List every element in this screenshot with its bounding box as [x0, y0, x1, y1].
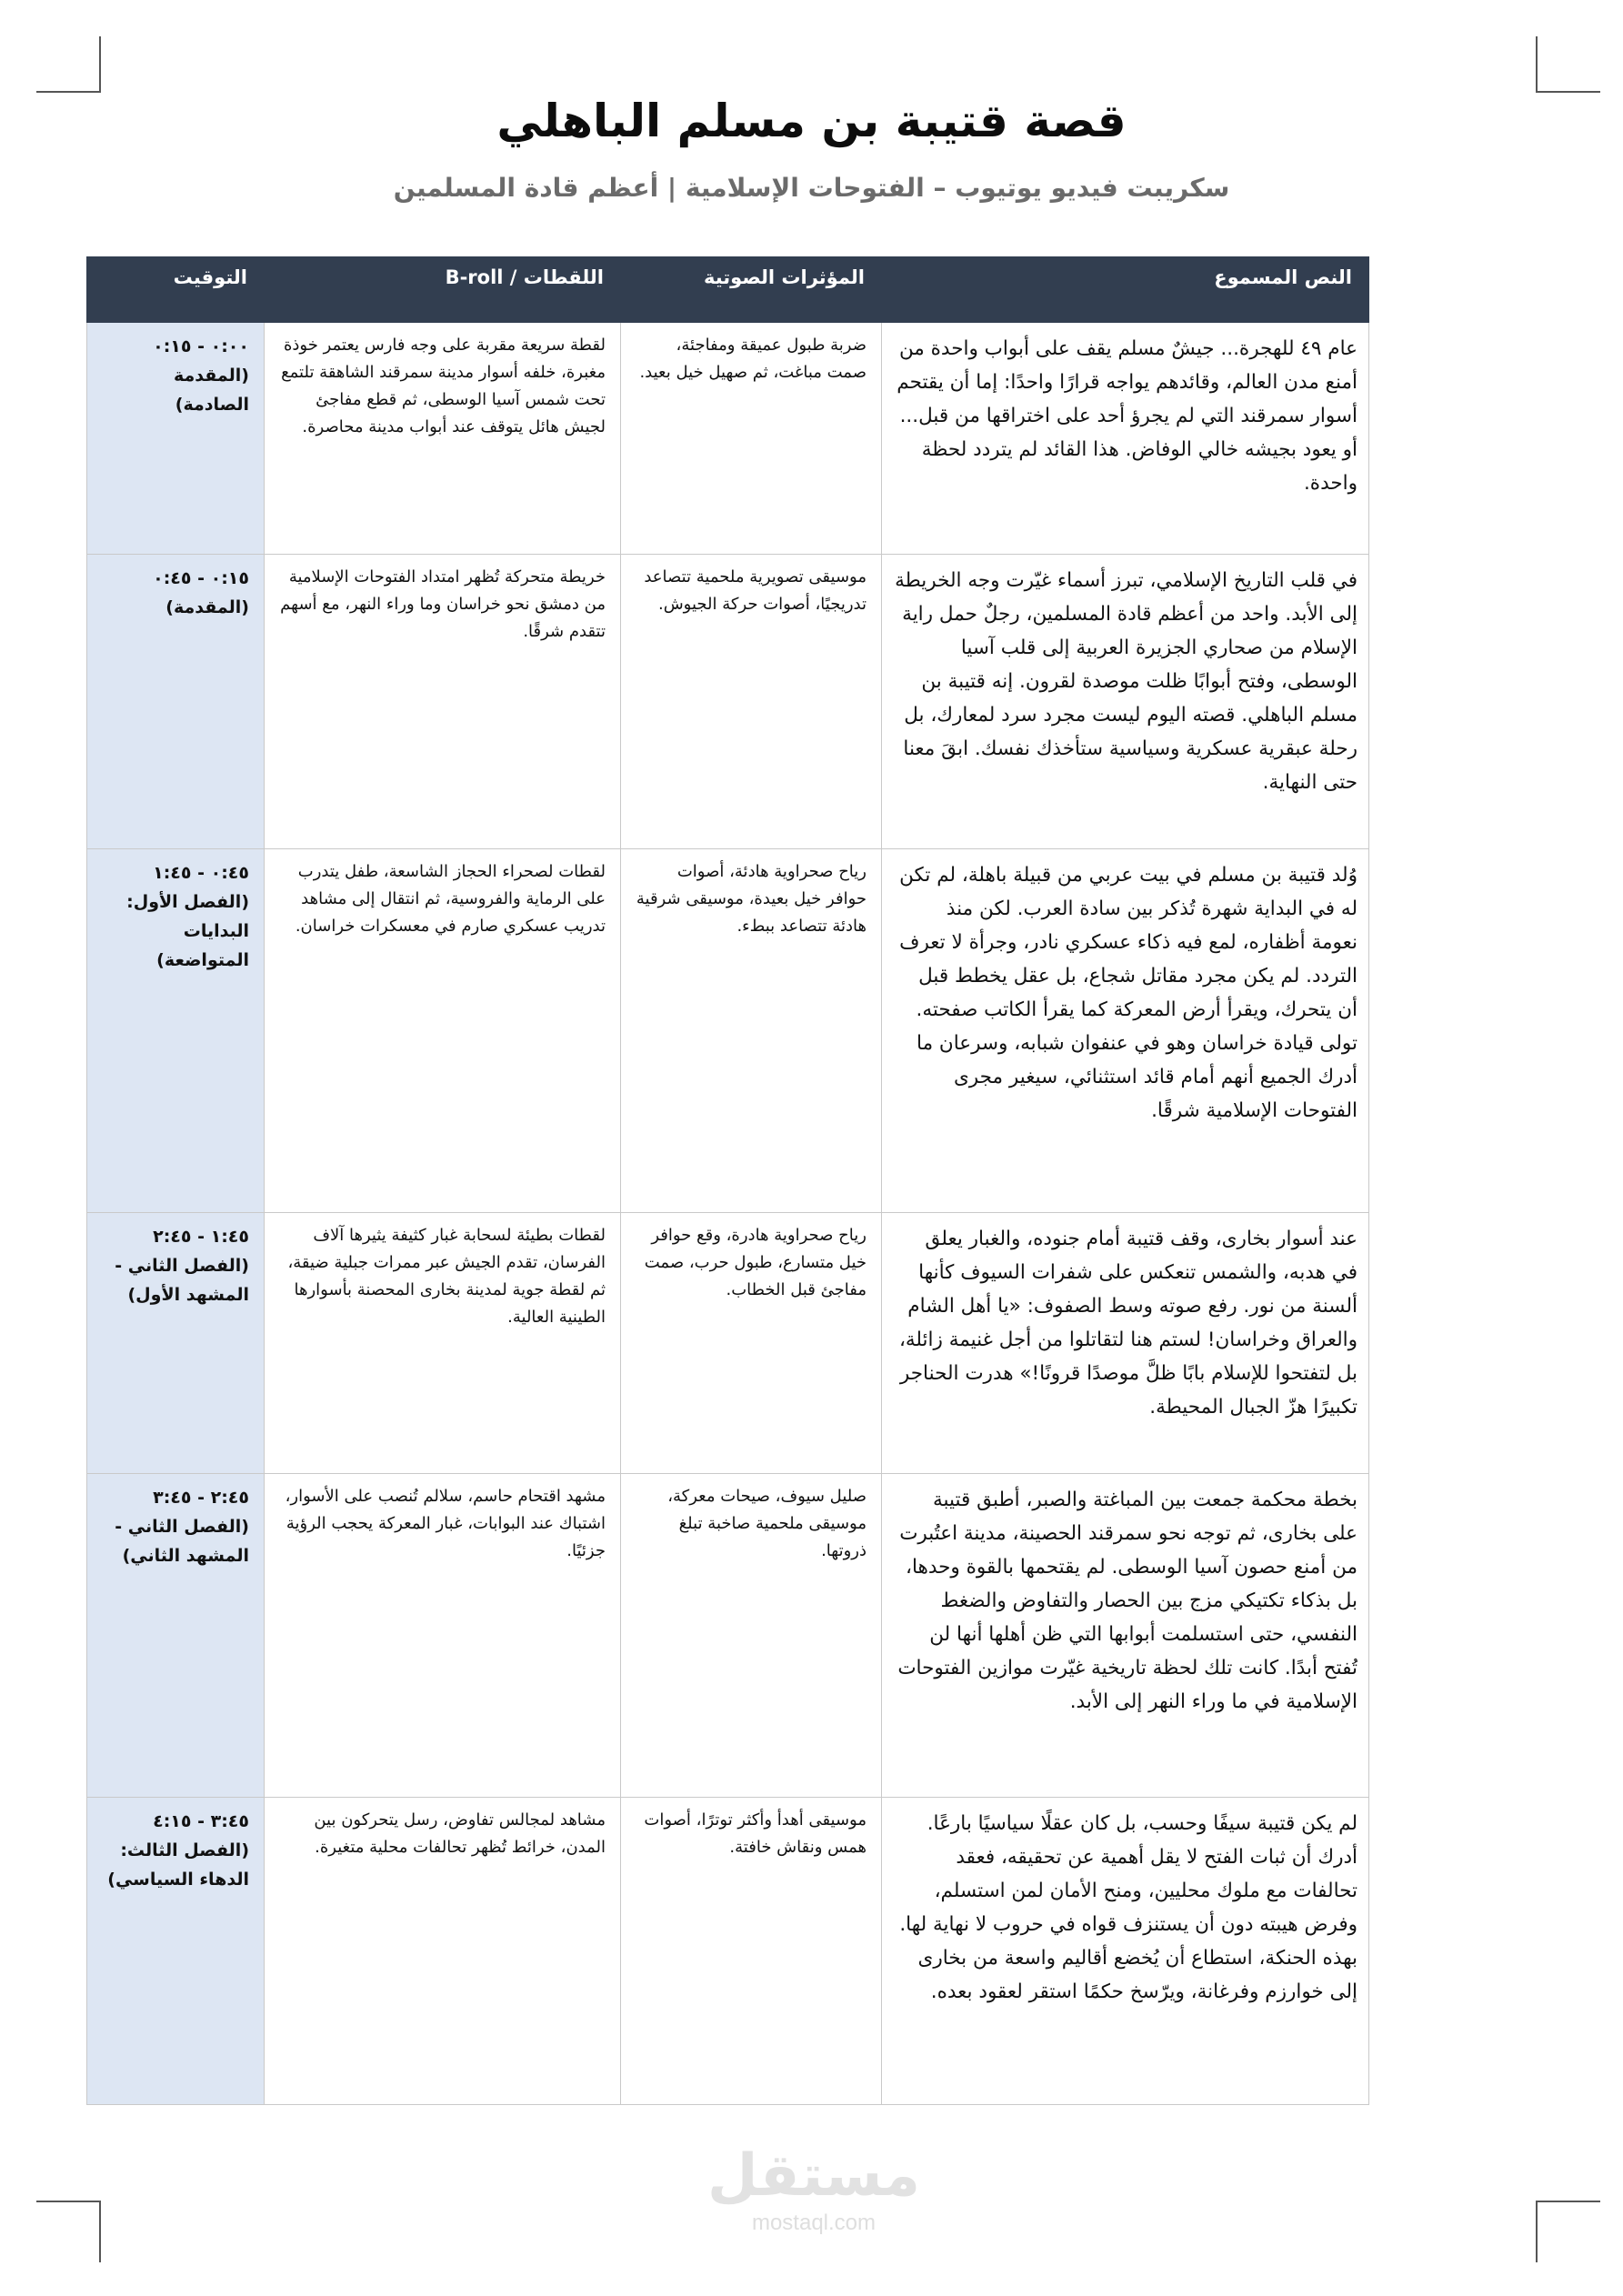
crop-mark-bottom-left-horizontal [36, 2201, 100, 2202]
broll-cell: لقطة سريعة مقربة على وجه فارس يعتمر خوذة مغبرة، خلفه أسوار مدينة سمرقند الشاهقة تلتمع تحت شمس آسيا الوسطى، ثم قطع مفاجئ لجيش هائل يتوقف عند أبواب مدينة محاصرة. [265, 323, 621, 555]
watermark-logo-text: مستقل [706, 2142, 921, 2210]
narration-cell: بخطة محكمة جمعت بين المباغتة والصبر، أطبق قتيبة على بخارى، ثم توجه نحو سمرقند الحصينة، مدينة اعتُبرت من أمنع حصون آسيا الوسطى. لم يقتحمها بالقوة وحدها، بل بذكاء تكتيكي مزج بين الحصار والتفاوض والضغط النفسي، حتى استسلمت أبوابها التي ظن أهلها أنها لن تُفتح أبدًا. كانت تلك لحظة تاريخية غيّرت موازين الفتوحات الإسلامية في ما وراء النهر إلى الأبد. [882, 1474, 1369, 1798]
narration-cell: عام ٤٩ للهجرة... جيشٌ مسلم يقف على أبواب واحدة من أمنع مدن العالم، وقائدهم يواجه قرارًا واحدًا: إما أن يقتحم أسوار سمرقند التي لم يجرؤ أحد على اختراقها من قبل... أو يعود بجيشه خالي الوفاض. هذا القائد لم يتردد لحظة واحدة. [882, 323, 1369, 555]
timing-cell [87, 1798, 265, 2105]
broll-cell: مشهد اقتحام حاسم، سلالم تُنصب على الأسوار، اشتباك عند البوابات، غبار المعركة يحجب الرؤية جزئيًا. [265, 1474, 621, 1798]
broll-cell: لقطات لصحراء الحجاز الشاسعة، طفل يتدرب على الرماية والفروسية، ثم انتقال إلى مشاهد تدريب عسكري صارم في معسكرات خراسان. [265, 849, 621, 1213]
broll-cell: خريطة متحركة تُظهر امتداد الفتوحات الإسلامية من دمشق نحو خراسان وما وراء النهر، مع أسهم تتقدم شرقًا. [265, 555, 621, 849]
document-title: قصة قتيبة بن مسلم الباهلي [496, 95, 1127, 147]
timing-cell [87, 555, 265, 849]
time-range: ٣:٤٥ - ٤:١٥ [153, 1811, 249, 1831]
table-row [87, 849, 1369, 1213]
crop-mark-bottom-left-vertical [99, 2201, 101, 2262]
table-row [87, 323, 1369, 555]
timing-cell [87, 1474, 265, 1798]
time-range: ٠:١٥ - ٠:٤٥ [153, 568, 249, 588]
broll-cell: لقطات بطيئة لسحابة غبار كثيفة يثيرها آلاف الفرسان، تقدم الجيش عبر ممرات جبلية ضيقة، ثم لقطة جوية لمدينة بخارى المحصنة بأسوارها الطينية العالية. [265, 1213, 621, 1474]
time-range: ٠:٠٠ - ٠:١٥ [153, 336, 249, 356]
crop-mark-bottom-right-horizontal [1537, 2201, 1600, 2202]
sound-effects-cell: رياح صحراوية هادئة، أصوات حوافر خيل بعيدة، موسيقى شرقية هادئة تتصاعد ببطء. [621, 849, 882, 1213]
sound-effects-cell: ضربة طبول عميقة ومفاجئة، صمت مباغت، ثم صهيل خيل بعيد. [621, 323, 882, 555]
narration-cell: وُلد قتيبة بن مسلم في بيت عربي من قبيلة باهلة، لم تكن له في البداية شهرة تُذكر بين سادة العرب. لكن منذ نعومة أظفاره، لمع فيه ذكاء عسكري نادر، وجرأة لا تعرف التردد. لم يكن مجرد مقاتل شجاع، بل عقل يخطط قبل أن يتحرك، ويقرأ أرض المعركة كما يقرأ الكاتب صفحته. تولى قيادة خراسان وهو في عنفوان شبابه، وسرعان ما أدرك الجميع أنهم أمام قائد استثنائي، سيغير مجرى الفتوحات الإسلامية شرقًا. [882, 849, 1369, 1213]
crop-mark-top-right-vertical [1536, 36, 1538, 93]
time-range: ٢:٤٥ - ٣:٤٥ [153, 1488, 249, 1508]
header-broll: اللقطات / B-roll [265, 257, 621, 323]
mostaql-watermark [696, 2141, 932, 2236]
timing-cell [87, 849, 265, 1213]
crop-mark-top-left-vertical [99, 36, 101, 93]
section-label: (المقدمة) [165, 597, 249, 617]
header-timing: التوقيت [87, 257, 265, 323]
time-range: ١:٤٥ - ٢:٤٥ [153, 1227, 249, 1247]
time-range: ٠:٤٥ - ١:٤٥ [153, 863, 249, 883]
sound-effects-cell: صليل سيوف، صيحات معركة، موسيقى ملحمية صاخبة تبلغ ذروتها. [621, 1474, 882, 1798]
narration-cell: في قلب التاريخ الإسلامي، تبرز أسماء غيّرت وجه الخريطة إلى الأبد. واحد من أعظم قادة المسلمين، رجلٌ حمل راية الإسلام من صحاري الجزيرة العربية إلى قلب آسيا الوسطى، وفتح أبوابًا ظلت موصدة لقرون. إنه قتيبة بن مسلم الباهلي. قصته اليوم ليست مجرد سرد لمعارك، بل رحلة عبقرية عسكرية وسياسية ستأخذك نفسك. ابقَ معنا حتى النهاية. [882, 555, 1369, 849]
section-label: (المقدمة الصادمة) [173, 366, 249, 415]
watermark-url: mostaql.com [751, 2211, 877, 2235]
timing-cell [87, 1213, 265, 1474]
sound-effects-cell: موسيقى تصويرية ملحمية تتصاعد تدريجيًا، أصوات حركة الجيوش. [621, 555, 882, 849]
header-narration: النص المسموع [882, 257, 1369, 323]
table-header-row [87, 257, 1369, 323]
sound-effects-cell: موسيقى أهدأ وأكثر توترًا، أصوات همس ونقاش خافتة. [621, 1798, 882, 2105]
timing-cell [87, 323, 265, 555]
broll-cell: مشاهد لمجالس تفاوض، رسل يتحركون بين المدن، خرائط تُظهر تحالفات محلية متغيرة. [265, 1798, 621, 2105]
section-label: (الفصل الثاني - المشهد الثاني) [115, 1517, 249, 1566]
section-label: (الفصل الثاني - المشهد الأول) [115, 1256, 249, 1305]
table-row [87, 1474, 1369, 1798]
section-label: (الفصل الثالث: الدهاء السياسي) [107, 1840, 249, 1890]
section-label: (الفصل الأول: البدايات المتواضعة) [126, 892, 249, 970]
header-sound-effects: المؤثرات الصوتية [621, 257, 882, 323]
table-row [87, 1798, 1369, 2105]
table-row [87, 555, 1369, 849]
table-row [87, 1213, 1369, 1474]
crop-mark-bottom-right-vertical [1536, 2201, 1538, 2262]
document-subtitle: سكريبت فيديو يوتيوب – الفتوحات الإسلامية | أعظم قادة المسلمين [393, 173, 1230, 203]
sound-effects-cell: رياح صحراوية هادرة، وقع حوافر خيل متسارع، طبول حرب، صمت مفاجئ قبل الخطاب. [621, 1213, 882, 1474]
script-table [86, 256, 1369, 2105]
narration-cell: لم يكن قتيبة سيفًا وحسب، بل كان عقلًا سياسيًا بارعًا. أدرك أن ثبات الفتح لا يقل أهمية عن تحقيقه، فعقد تحالفات مع ملوك محليين، ومنح الأمان لمن استسلم، وفرض هيبته دون أن يستنزف قواه في حروب لا نهاية لها. بهذه الحنكة، استطاع أن يُخضع أقاليم واسعة من بخارى إلى خوارزم وفرغانة، ويرّسخ حكمًا استقر لعقود بعده. [882, 1798, 1369, 2105]
narration-cell: عند أسوار بخارى، وقف قتيبة أمام جنوده، والغبار يعلق في هدبه، والشمس تنعكس على شفرات السيوف كأنها ألسنة من نور. رفع صوته وسط الصفوف: «يا أهل الشام والعراق وخراسان! لستم هنا لتقاتلوا من أجل غنيمة زائلة، بل لتفتحوا للإسلام بابًا ظلَّ موصدًا قرونًا!» هدرت الحناجر تكبيرًا هزّ الجبال المحيطة. [882, 1213, 1369, 1474]
